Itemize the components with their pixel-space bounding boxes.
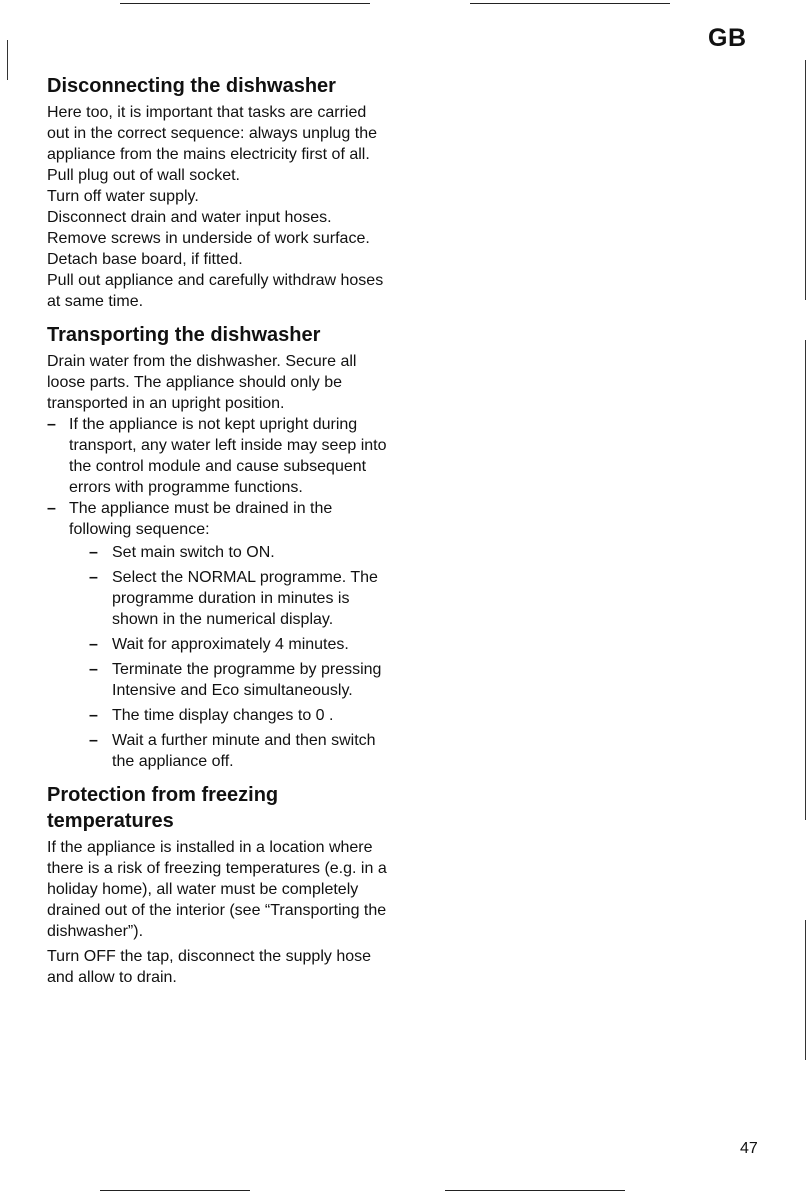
paragraph: Remove screws in underside of work surface. Detach base board, if fitted.: [47, 230, 370, 268]
right-margin-line: [805, 60, 806, 300]
top-rule-right: [470, 3, 670, 4]
step-item: [89, 659, 392, 701]
step-text: Select the NORMAL programme. The programme duration in minutes is shown in the numerical display.: [112, 569, 378, 628]
step-item: [89, 634, 392, 655]
right-margin-line-3: [805, 920, 806, 1060]
dash-mark: –: [89, 732, 98, 749]
dash-mark: –: [89, 544, 98, 561]
step-item: [89, 730, 392, 772]
dash-mark: –: [89, 661, 98, 678]
step-text: Set main switch to ON.: [112, 544, 275, 561]
dash-list: [47, 414, 392, 772]
dash-mark: –: [89, 569, 98, 586]
step-item: [89, 567, 392, 630]
section-disconnecting: [47, 73, 392, 312]
paragraph: Turn OFF the tap, disconnect the supply hose and allow to drain.: [47, 948, 372, 986]
paragraph: Drain water from the dishwasher. Secure all loose parts. The appliance should only be transported in an upright position.: [47, 353, 357, 412]
language-tag: GB: [708, 24, 747, 52]
paragraph: If the appliance is installed in a location where there is a risk of freezing temperatures (e.g. in a holiday home), all water must be completely drained out of the interior (see “Transporting the dishwasher”).: [47, 839, 387, 940]
right-margin-line-2: [805, 340, 806, 820]
page-number: 47: [740, 1140, 758, 1157]
paragraph: Here too, it is important that tasks are carried out in the correct sequence: always unplug the appliance from the mains electricity first of all.: [47, 104, 377, 163]
list-item-text: If the appliance is not kept upright during transport, any water left inside may seep into the control module and cause subsequent errors with programme functions.: [69, 416, 387, 496]
step-text: Wait for approximately 4 minutes.: [112, 636, 349, 653]
left-margin-line: [7, 40, 8, 80]
step-list: [89, 542, 392, 772]
section-transporting: [47, 322, 392, 772]
list-item-text: The appliance must be drained in the following sequence:: [69, 500, 333, 538]
dash-mark: –: [47, 416, 56, 433]
step-text: The time display changes to 0 .: [112, 707, 334, 724]
section-title-disconnecting: Disconnecting the dishwasher: [47, 75, 336, 97]
list-item: [47, 498, 392, 772]
section-title-freezing: Protection from freezing temperatures: [47, 784, 279, 832]
text-column: [47, 73, 392, 988]
step-text: Terminate the programme by pressing Intensive and Eco simultaneously.: [112, 661, 382, 699]
section-title-transporting: Transporting the dishwasher: [47, 324, 321, 346]
paragraph: Turn off water supply.: [47, 188, 199, 205]
dash-mark: –: [47, 500, 56, 517]
step-item: [89, 705, 392, 726]
bottom-rule: [100, 1190, 250, 1191]
paragraph: Pull plug out of wall socket.: [47, 167, 240, 184]
paragraph: Disconnect drain and water input hoses.: [47, 209, 332, 226]
dash-mark: –: [89, 636, 98, 653]
step-text: Wait a further minute and then switch the appliance off.: [112, 732, 376, 770]
dash-mark: –: [89, 707, 98, 724]
bottom-rule-right: [445, 1190, 625, 1191]
paragraph: Pull out appliance and carefully withdraw hoses at same time.: [47, 272, 384, 310]
step-item: [89, 542, 392, 563]
list-item: [47, 414, 392, 498]
top-rule: [120, 3, 370, 4]
section-freezing: [47, 782, 392, 988]
